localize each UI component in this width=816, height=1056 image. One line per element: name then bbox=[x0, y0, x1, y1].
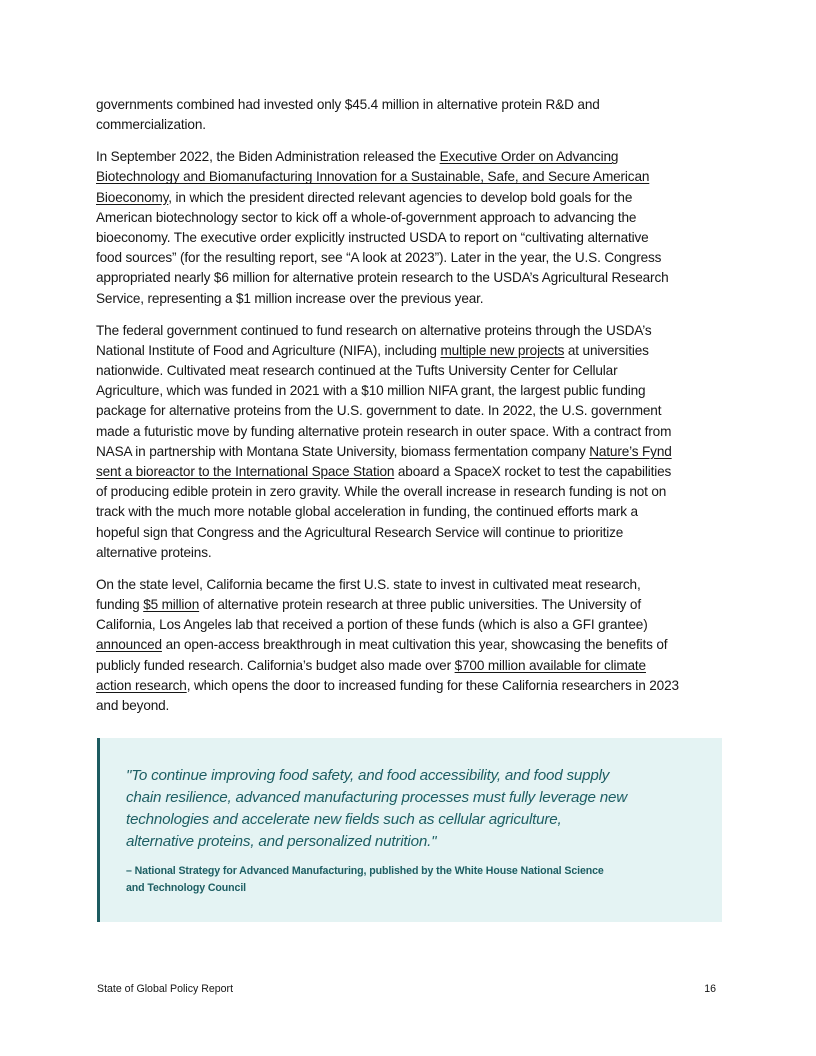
paragraph bbox=[96, 575, 736, 716]
text-run: of alternative protein research at three public universities. The University of California, Los Angeles lab that received a portion of these funds (which is also a GFI grantee) bbox=[96, 597, 648, 633]
text-run: In September 2022, the Biden Administration released the bbox=[96, 149, 440, 165]
text-run: governments combined had invested only $45.4 million in alternative protein R&D and commercialization. bbox=[96, 97, 600, 133]
paragraph bbox=[96, 95, 736, 135]
quote-text: "To continue improving food safety, and food accessibility, and food supply chain resilience, advanced manufacturing processes must fully leverage new technologies and accelerate new fields such as cellular agriculture, alternative proteins, and personalized nutrition." bbox=[126, 767, 628, 850]
quote-attribution: – National Strategy for Advanced Manufacturing, published by the White House National Science and Technology Council bbox=[126, 865, 604, 894]
text-run: On the state level, California became the first U.S. state to invest in cultivated meat research, funding bbox=[96, 576, 641, 613]
inline-link[interactable]: Nature’s Fynd sent a bioreactor to the International Space Station bbox=[96, 443, 672, 480]
footer-report-title: State of Global Policy Report bbox=[97, 983, 234, 995]
text-run: at universities nationwide. Cultivated meat research continued at the Tufts University Center for Cellular Agriculture, which was funded in 2021 with a $10 million NIFA grant, the largest public funding package for alternative proteins from the U.S. government to date. In 2022, the U.S. government made a futuristic move by funding alternative protein research in outer space. With a contract from NASA in partnership with Montana State University, biomass fermentation company bbox=[96, 342, 672, 459]
text-run: , which opens the door to increased funding for these California researchers in 2023 and beyond. bbox=[96, 677, 679, 714]
pull-quote bbox=[97, 738, 722, 922]
inline-link[interactable]: multiple new projects bbox=[440, 342, 565, 358]
inline-link[interactable]: announced bbox=[96, 637, 162, 653]
inline-link[interactable]: $700 million available for climate action research bbox=[96, 657, 646, 693]
text-run: The federal government continued to fund research on alternative proteins through the USDA’s National Institute of Food and Agriculture (NIFA), including bbox=[96, 322, 652, 358]
paragraph bbox=[96, 147, 736, 309]
page-number: 16 bbox=[704, 983, 716, 995]
text-run: an open-access breakthrough in meat cultivation this year, showcasing the benefits of publicly funded research. California’s budget also made over bbox=[96, 637, 668, 673]
text-run: , in which the president directed relevant agencies to develop bold goals for the American biotechnology sector to kick off a whole-of-government approach to advancing the bioeconomy. The executive order explicitly instructed USDA to report on “cultivating alternative food sources” (for the resulting report, see “A look at 2023”). Later in the year, the U.S. Congress appropriated nearly $6 million for alternative protein research to the USDA’s Agricultural Research Service, representing a $1 million increase over the previous year. bbox=[96, 189, 669, 306]
text-run: aboard a SpaceX rocket to test the capabilities of producing edible protein in zero gravity. While the overall increase in research funding is not on track with the much more notable global acceleration in funding, the continued efforts mark a hopeful sign that Congress and the Agricultural Research Service will continue to prioritize alternative proteins. bbox=[96, 464, 672, 560]
paragraph bbox=[96, 321, 736, 563]
inline-link[interactable]: Executive Order on Advancing Biotechnology and Biomanufacturing Innovation for a Sustainable, Safe, and Secure American Bioeconomy bbox=[96, 149, 650, 205]
inline-link[interactable]: $5 million bbox=[143, 597, 200, 613]
body-text bbox=[96, 95, 736, 728]
